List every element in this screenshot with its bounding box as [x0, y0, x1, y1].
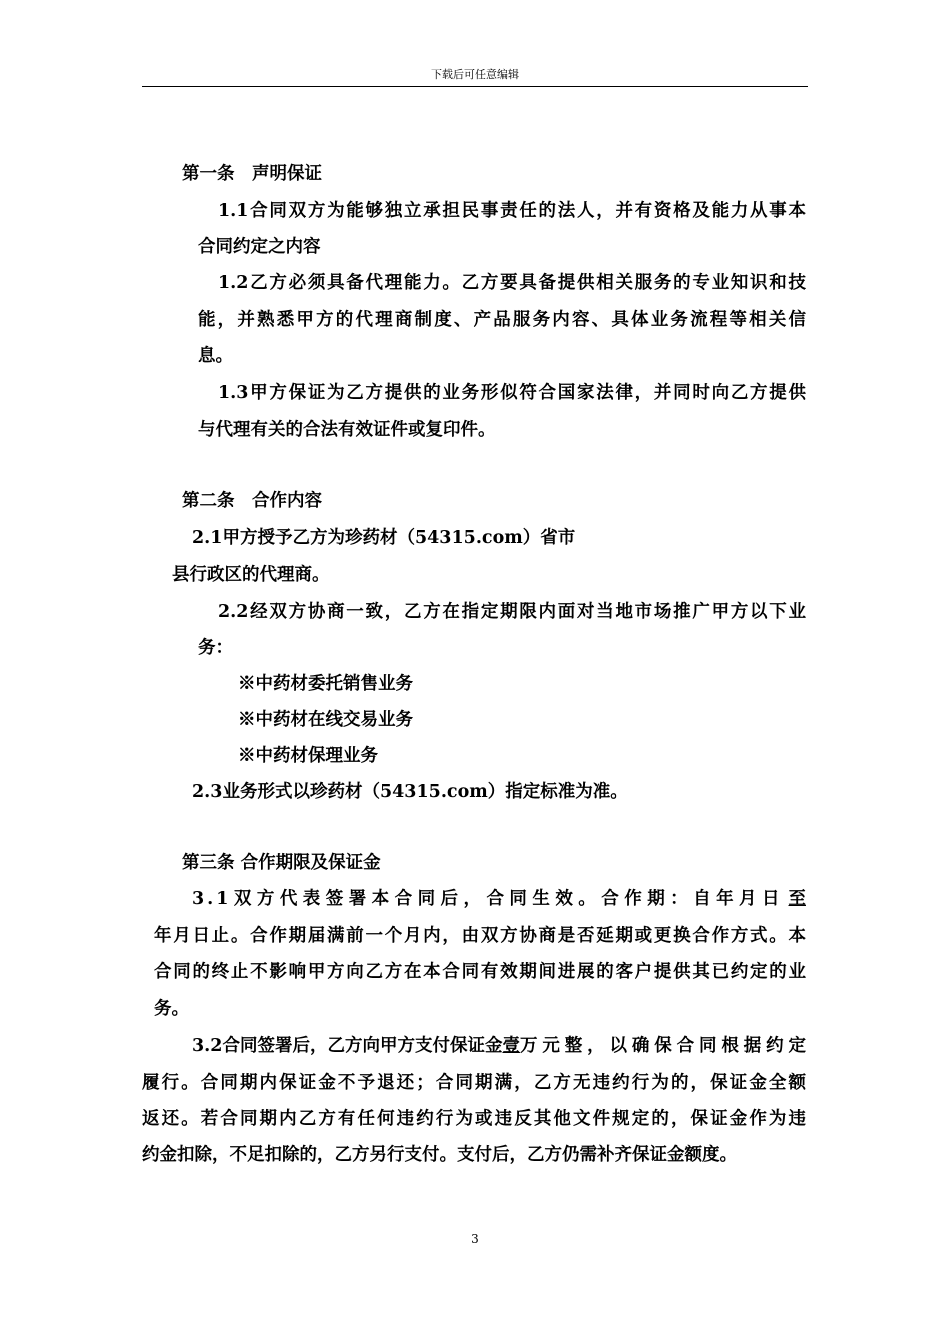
page-header: 下载后可任意编辑 — [431, 68, 519, 81]
clause-3-2-text-pre: 3.2合同签署后，乙方向甲方支付保证金 — [192, 1036, 503, 1056]
clause-2-1-line-1: 2.1甲方授予乙方为珍药材（54315.com）省市 — [192, 528, 576, 548]
clause-2-2-line-2: 务： — [198, 638, 233, 658]
clause-1-3-line-1: 1.3甲方保证为乙方提供的业务形似符合国家法律，并同时向乙方提供 — [218, 383, 806, 403]
clause-3-1-line-4: 务。 — [154, 999, 189, 1019]
clause-3-2-line-3: 返还。若合同期内乙方有任何违约行为或违反其他文件规定的，保证金作为违 — [142, 1109, 806, 1129]
clause-2-2-line-1: 2.2经双方协商一致，乙方在指定期限内面对当地市场推广甲方以下业 — [218, 602, 806, 622]
service-item: ※中药材在线交易业务 — [238, 710, 413, 730]
clause-3-2-line-1 — [192, 1035, 806, 1057]
service-item: ※中药材委托销售业务 — [238, 674, 413, 694]
section-1-title: 第一条 声明保证 — [182, 164, 322, 184]
clause-2-3: 2.3业务形式以珍药材（54315.com）指定标准为准。 — [192, 782, 628, 802]
clause-3-1-text: 3.1双方代表签署本合同后，合同生效。合作期：自年月日 — [192, 889, 783, 909]
clause-1-3-line-2: 与代理有关的合法有效证件或复印件。 — [198, 420, 496, 440]
page-number: 3 — [471, 1232, 479, 1246]
section-2-title: 第二条 合作内容 — [182, 491, 322, 511]
service-item: ※中药材保理业务 — [238, 746, 378, 766]
clause-3-1-underlined-char: 至 — [788, 889, 806, 909]
clause-1-2-line-2: 能，并熟悉甲方的代理商制度、产品服务内容、具体业务流程等相关信 — [198, 310, 806, 330]
clause-1-2-line-3: 息。 — [198, 346, 233, 366]
clause-1-1-line-2: 合同约定之内容 — [198, 237, 321, 257]
clause-3-2-text-post: 万元整，以确保合同根据约定 — [519, 1036, 806, 1056]
clause-1-2-line-1: 1.2乙方必须具备代理能力。乙方要具备提供相关服务的专业知识和技 — [218, 273, 806, 293]
clause-2-1-line-2: 县行政区的代理商。 — [172, 565, 330, 585]
clause-3-1-line-3: 合同的终止不影响甲方向乙方在本合同有效期间进展的客户提供其已约定的业 — [154, 962, 806, 982]
section-3-title: 第三条 合作期限及保证金 — [182, 853, 381, 873]
clause-1-1-line-1: 1.1合同双方为能够独立承担民事责任的法人，并有资格及能力从事本 — [218, 201, 806, 221]
clause-3-2-line-4: 约金扣除，不足扣除的，乙方另行支付。支付后，乙方仍需补齐保证金额度。 — [142, 1145, 737, 1165]
clause-3-1-line-2: 年月日止。合作期届满前一个月内，由双方协商是否延期或更换合作方式。本 — [154, 926, 806, 946]
clause-3-1-line-1 — [192, 888, 806, 910]
clause-3-2-line-2: 履行。合同期内保证金不予退还；合同期满，乙方无违约行为的，保证金全额 — [142, 1073, 806, 1093]
clause-3-2-underlined-amount: 壹 — [502, 1036, 520, 1056]
header-rule — [142, 86, 808, 87]
